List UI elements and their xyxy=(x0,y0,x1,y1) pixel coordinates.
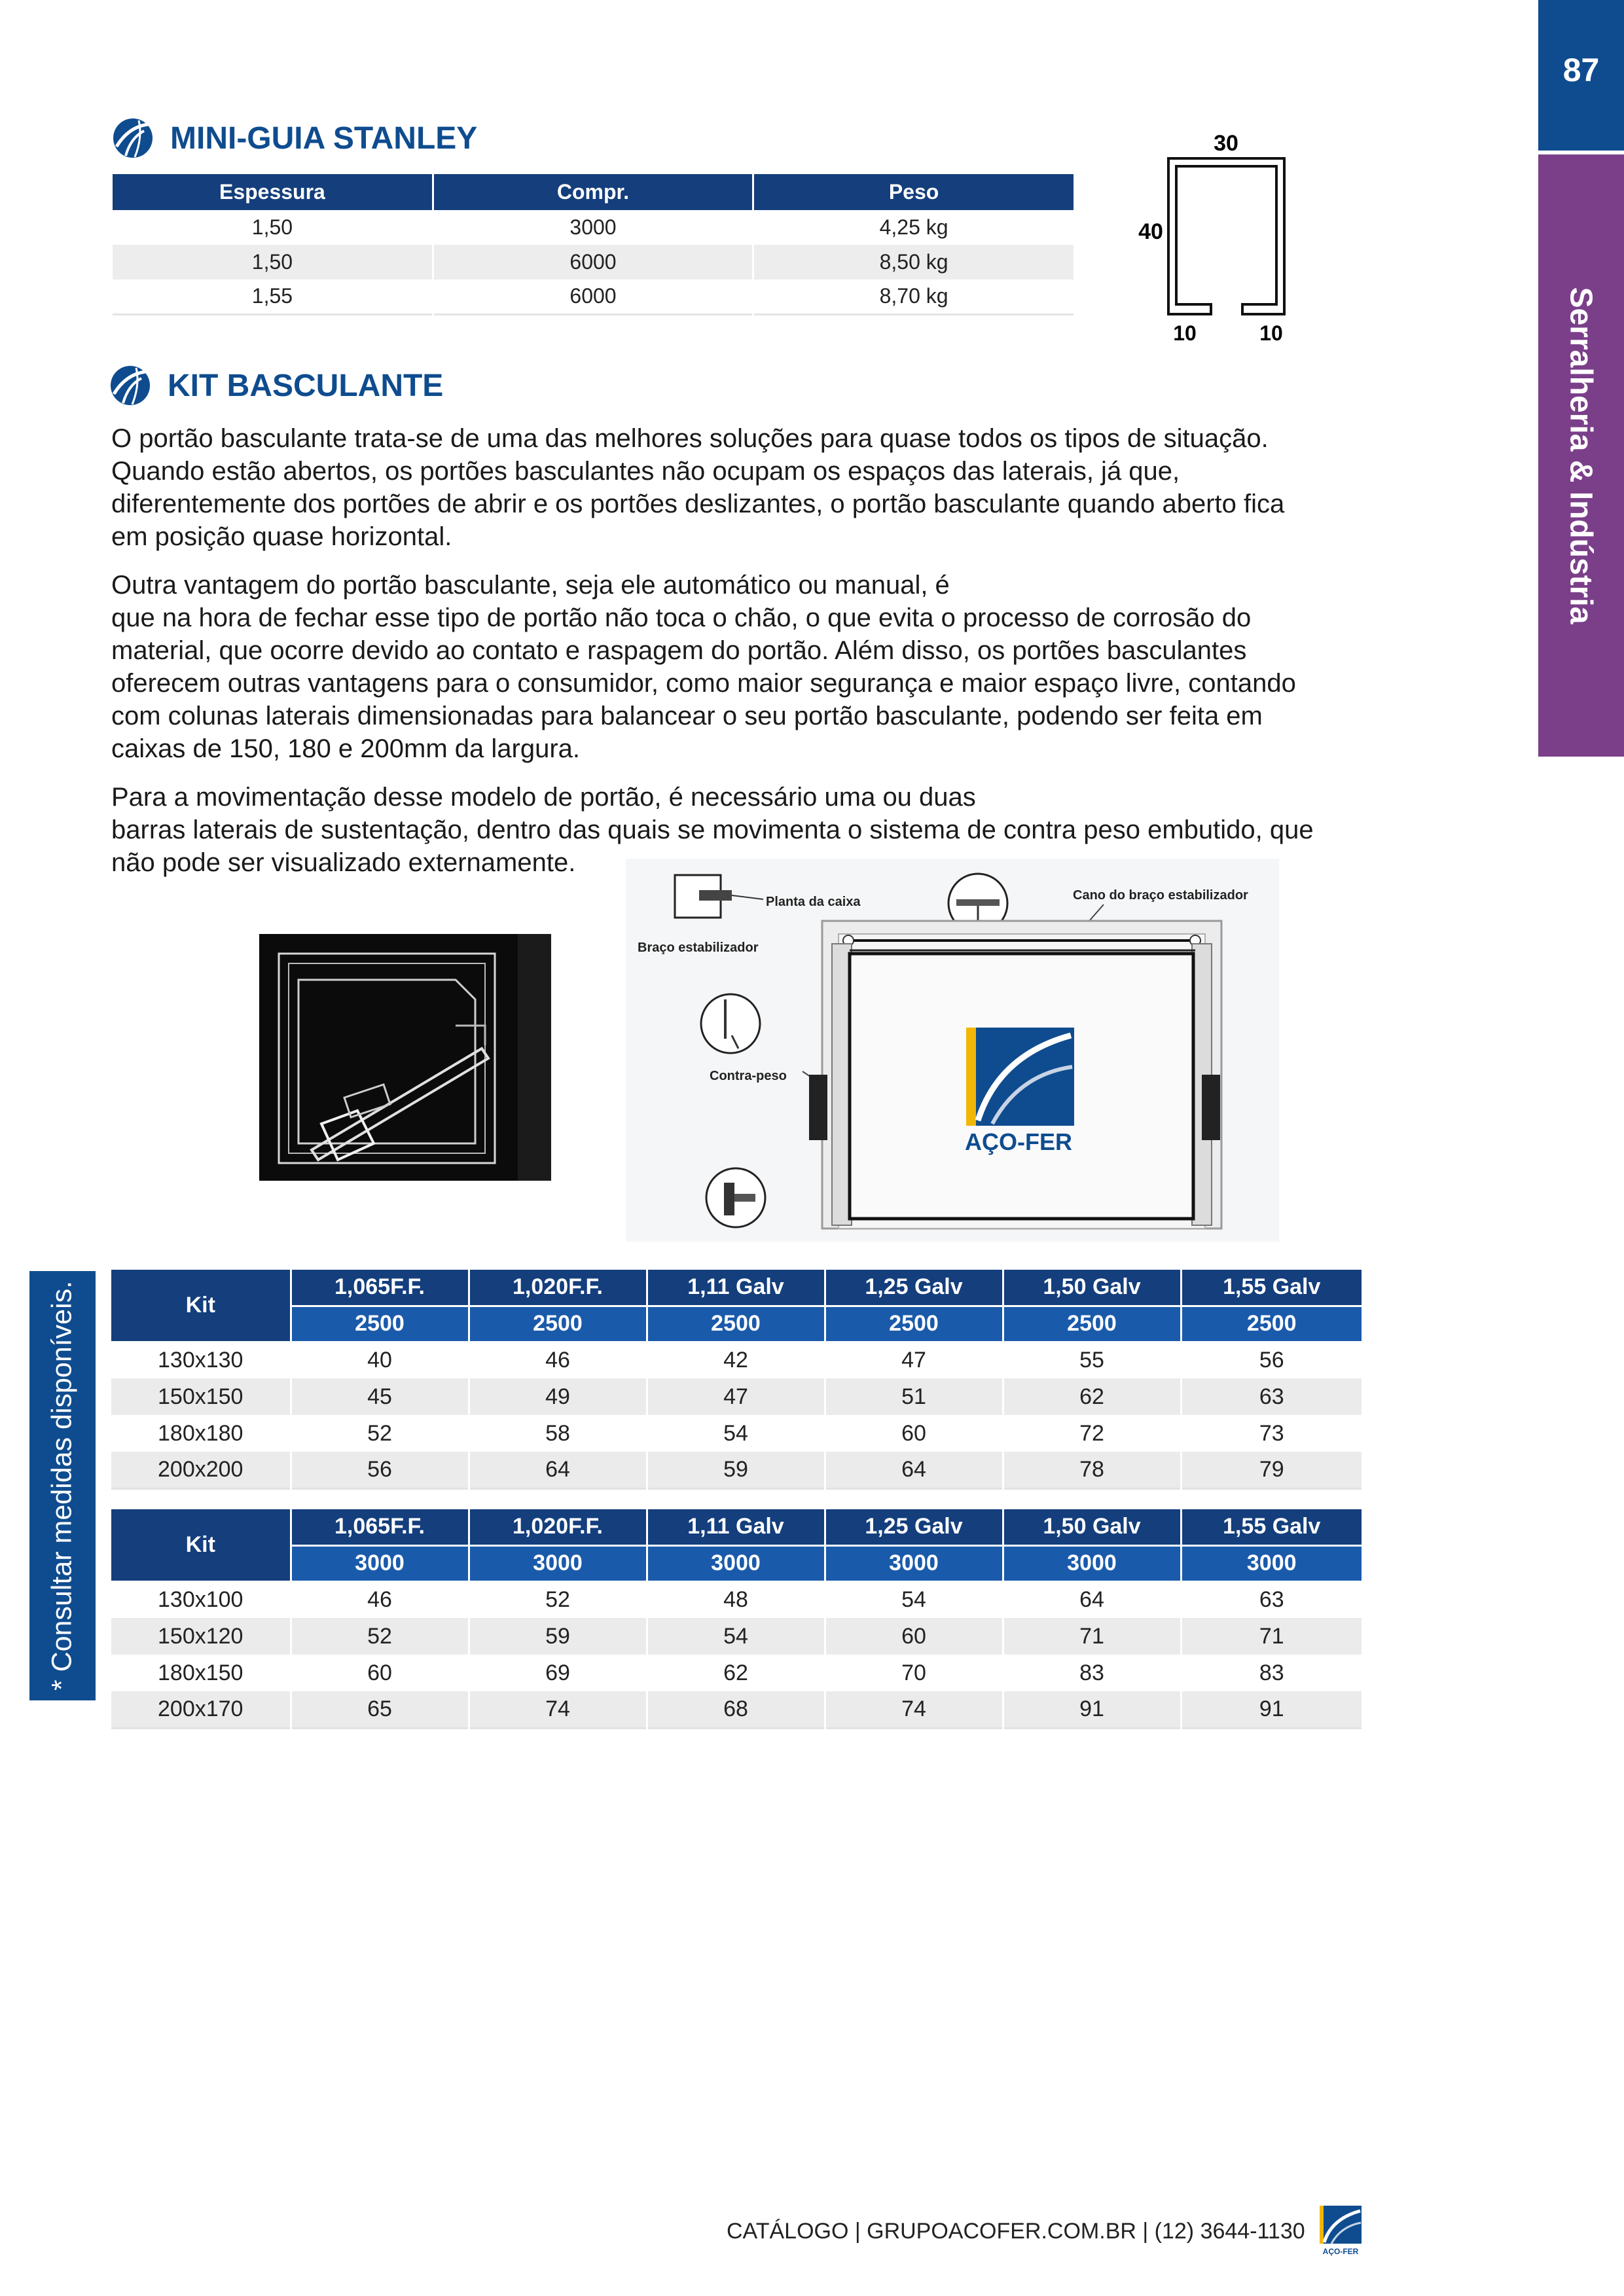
table-cell: 83 xyxy=(1003,1655,1181,1691)
kit-basculante-title: KIT BASCULANTE xyxy=(168,368,444,403)
table-cell: 130x130 xyxy=(111,1342,291,1378)
mini-guia-table xyxy=(113,174,1074,315)
brand-globe-icon xyxy=(113,118,153,158)
footer-logo-text: AÇO-FER xyxy=(1322,2247,1359,2256)
table-cell: 52 xyxy=(291,1415,469,1452)
table-cell: 72 xyxy=(1003,1415,1181,1452)
table-cell: 52 xyxy=(291,1618,469,1655)
section-label: Serralheria & Indústria xyxy=(1563,287,1598,624)
label-cano: Cano do braço estabilizador xyxy=(1073,888,1248,903)
paragraph: Para a movimentação desse modelo de portão, é necessário uma ou duas barras laterais de sustentação, dentro das quais se movimenta o sistema de contra peso embutido, que não pode ser visualizado externamente. xyxy=(111,783,1314,877)
table-cell: 78 xyxy=(1003,1452,1181,1488)
kit-table-3000 xyxy=(111,1509,1362,1729)
length-header: 2500 xyxy=(1181,1306,1362,1342)
table-cell: 42 xyxy=(647,1342,825,1378)
paragraph: O portão basculante trata-se de uma das melhores soluções para quase todos os tipos de situação. Quando estão abertos, os portões basculantes não ocupam os espaços das laterais, já que, diferentemente dos portões de abrir e os portões deslizantes, o portão basculante quando aberto fica em posição quase horizontal. xyxy=(111,424,1285,551)
table-cell: 47 xyxy=(647,1378,825,1415)
kit-basculante-heading xyxy=(110,365,443,406)
material-header: 1,55 Galv xyxy=(1181,1509,1362,1545)
table-cell: 1,55 xyxy=(113,279,433,314)
table-cell: 60 xyxy=(825,1415,1003,1452)
length-header: 3000 xyxy=(291,1545,469,1581)
table-row xyxy=(113,210,1074,245)
table-cell: 62 xyxy=(647,1655,825,1691)
table-cell: 74 xyxy=(469,1691,647,1728)
table-cell: 6000 xyxy=(433,245,753,279)
table-cell: 71 xyxy=(1181,1618,1362,1655)
table-cell: 49 xyxy=(469,1378,647,1415)
table-cell: 91 xyxy=(1003,1691,1181,1728)
column-header: Compr. xyxy=(433,174,753,210)
table-cell: 60 xyxy=(291,1655,469,1691)
table-cell: 70 xyxy=(825,1655,1003,1691)
table-row xyxy=(113,245,1074,279)
table-row xyxy=(113,279,1074,314)
footer-contact: CATÁLOGO | GRUPOACOFER.COM.BR | (12) 3644-1130 xyxy=(727,2219,1305,2244)
table-row xyxy=(111,1415,1362,1452)
mini-guia-heading xyxy=(113,118,477,158)
table-cell: 46 xyxy=(469,1342,647,1378)
table-cell: 62 xyxy=(1003,1378,1181,1415)
table-cell: 74 xyxy=(825,1691,1003,1728)
table-cell: 58 xyxy=(469,1415,647,1452)
table-cell: 3000 xyxy=(433,210,753,245)
kit-table-2500 xyxy=(111,1270,1362,1490)
length-header: 2500 xyxy=(469,1306,647,1342)
table-cell: 63 xyxy=(1181,1581,1362,1618)
schematic-brand: AÇO-FER xyxy=(965,1128,1072,1155)
table-cell: 6000 xyxy=(433,279,753,314)
table-cell: 4,25 kg xyxy=(753,210,1074,245)
mini-guia-title: MINI-GUIA STANLEY xyxy=(170,120,478,156)
side-note-text: * Consultar medidas disponíveis. xyxy=(46,1280,78,1691)
material-header: 1,50 Galv xyxy=(1003,1509,1181,1545)
dim-right-lip: 10 xyxy=(1259,321,1283,345)
length-header: 3000 xyxy=(1003,1545,1181,1581)
table-row xyxy=(111,1618,1362,1655)
kit-basculante-description xyxy=(111,422,1375,895)
table-cell: 1,50 xyxy=(113,210,433,245)
footer-brand-logo xyxy=(1317,2204,1364,2257)
table-cell: 64 xyxy=(469,1452,647,1488)
length-header: 3000 xyxy=(1181,1545,1362,1581)
length-header: 3000 xyxy=(647,1545,825,1581)
table-cell: 54 xyxy=(647,1618,825,1655)
dim-left-lip: 10 xyxy=(1173,321,1197,345)
gate-schematic xyxy=(626,859,1279,1242)
table-cell: 69 xyxy=(469,1655,647,1691)
table-row xyxy=(111,1655,1362,1691)
table-cell: 56 xyxy=(1181,1342,1362,1378)
length-header: 2500 xyxy=(647,1306,825,1342)
table-cell: 8,50 kg xyxy=(753,245,1074,279)
table-cell: 59 xyxy=(647,1452,825,1488)
label-braco: Braço estabilizador xyxy=(638,941,759,955)
table-cell: 45 xyxy=(291,1378,469,1415)
material-header: 1,065F.F. xyxy=(291,1509,469,1545)
table-cell: 200x200 xyxy=(111,1452,291,1488)
table-cell: 56 xyxy=(291,1452,469,1488)
length-header: 2500 xyxy=(1003,1306,1181,1342)
table-row xyxy=(111,1581,1362,1618)
brand-globe-icon xyxy=(110,365,151,406)
table-cell: 79 xyxy=(1181,1452,1362,1488)
material-header: 1,50 Galv xyxy=(1003,1270,1181,1306)
material-header: 1,11 Galv xyxy=(647,1509,825,1545)
table-cell: 150x150 xyxy=(111,1378,291,1415)
column-header: Peso xyxy=(753,174,1074,210)
length-header: 3000 xyxy=(825,1545,1003,1581)
table-cell: 1,50 xyxy=(113,245,433,279)
label-planta-caixa: Planta da caixa xyxy=(766,895,861,909)
table-cell: 130x100 xyxy=(111,1581,291,1618)
table-cell: 47 xyxy=(825,1342,1003,1378)
dim-top: 30 xyxy=(1214,131,1238,156)
table-cell: 51 xyxy=(825,1378,1003,1415)
kit-column-header: Kit xyxy=(111,1270,291,1342)
section-tab xyxy=(1538,154,1624,757)
material-header: 1,020F.F. xyxy=(469,1270,647,1306)
length-header: 2500 xyxy=(291,1306,469,1342)
gate-frame-photo xyxy=(259,934,551,1181)
table-cell: 46 xyxy=(291,1581,469,1618)
table-cell: 180x180 xyxy=(111,1415,291,1452)
page-number-tab xyxy=(1538,0,1624,151)
table-cell: 65 xyxy=(291,1691,469,1728)
material-header: 1,25 Galv xyxy=(825,1509,1003,1545)
table-cell: 52 xyxy=(469,1581,647,1618)
dim-side: 40 xyxy=(1138,219,1163,244)
page-number: 87 xyxy=(1562,52,1600,88)
table-cell: 48 xyxy=(647,1581,825,1618)
table-cell: 180x150 xyxy=(111,1655,291,1691)
material-header: 1,020F.F. xyxy=(469,1509,647,1545)
side-note xyxy=(29,1271,96,1700)
table-cell: 68 xyxy=(647,1691,825,1728)
length-header: 3000 xyxy=(469,1545,647,1581)
material-header: 1,11 Galv xyxy=(647,1270,825,1306)
table-cell: 64 xyxy=(1003,1581,1181,1618)
column-header: Espessura xyxy=(113,174,433,210)
table-cell: 150x120 xyxy=(111,1618,291,1655)
paragraph: Outra vantagem do portão basculante, seja ele automático ou manual, é que na hora de fechar esse tipo de portão não toca o chão, o que evita o processo de corrosão do material, que ocorre devido ao contato e raspagem do portão. Além disso, os portões basculantes oferecem outras vantagens para o consumidor, como maior segurança e maior espaço livre, contando com colunas laterais dimensionadas para balancear o seu portão basculante, podendo ser feita em caixas de 150, 180 e 200mm da largura. xyxy=(111,571,1296,763)
table-row xyxy=(111,1452,1362,1488)
table-cell: 54 xyxy=(647,1415,825,1452)
table-row xyxy=(111,1691,1362,1728)
table-cell: 71 xyxy=(1003,1618,1181,1655)
table-cell: 60 xyxy=(825,1618,1003,1655)
table-cell: 200x170 xyxy=(111,1691,291,1728)
table-cell: 64 xyxy=(825,1452,1003,1488)
material-header: 1,065F.F. xyxy=(291,1270,469,1306)
table-row xyxy=(111,1378,1362,1415)
table-cell: 40 xyxy=(291,1342,469,1378)
material-header: 1,55 Galv xyxy=(1181,1270,1362,1306)
table-cell: 59 xyxy=(469,1618,647,1655)
table-cell: 55 xyxy=(1003,1342,1181,1378)
kit-column-header: Kit xyxy=(111,1509,291,1581)
label-contrapeso: Contra-peso xyxy=(710,1069,787,1083)
table-row xyxy=(111,1342,1362,1378)
table-cell: 83 xyxy=(1181,1655,1362,1691)
table-cell: 73 xyxy=(1181,1415,1362,1452)
material-header: 1,25 Galv xyxy=(825,1270,1003,1306)
table-cell: 63 xyxy=(1181,1378,1362,1415)
table-cell: 54 xyxy=(825,1581,1003,1618)
table-cell: 8,70 kg xyxy=(753,279,1074,314)
table-cell: 91 xyxy=(1181,1691,1362,1728)
profile-drawing xyxy=(1126,124,1309,353)
length-header: 2500 xyxy=(825,1306,1003,1342)
